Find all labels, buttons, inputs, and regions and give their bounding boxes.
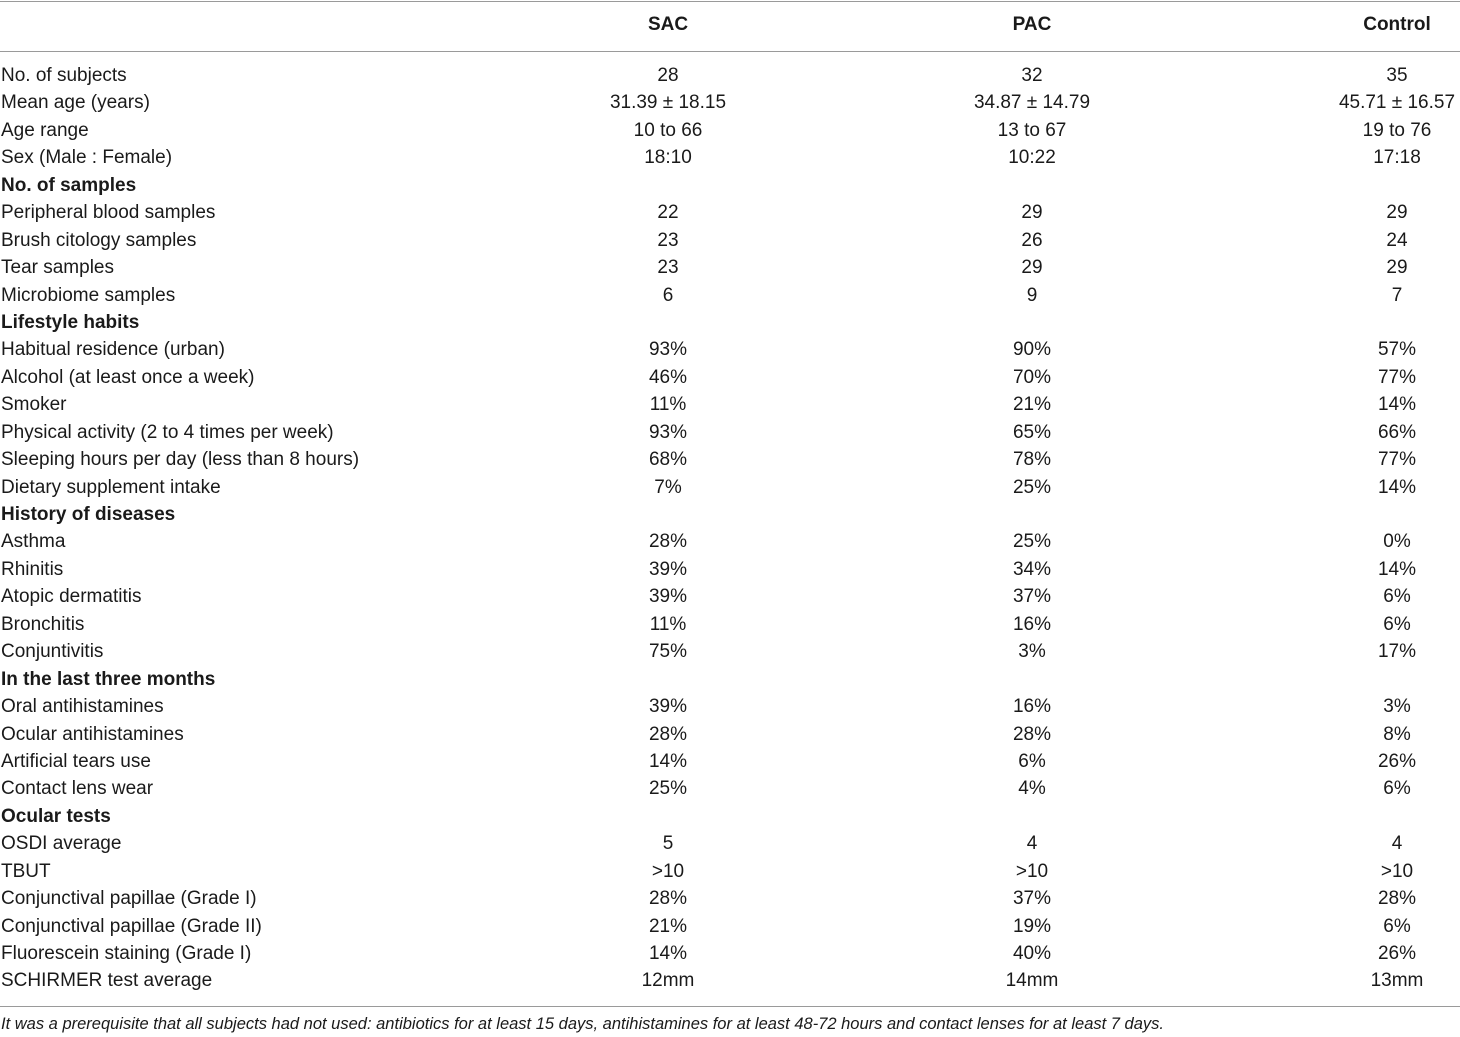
row-label: Oral antihistamines	[1, 696, 164, 718]
section-label: Ocular tests	[1, 805, 111, 827]
cell-sac: 39%	[648, 558, 688, 580]
cell-control: 28%	[1377, 888, 1417, 910]
cell-control: 66%	[1377, 421, 1417, 443]
cell-pac: 16%	[1012, 696, 1052, 718]
cell-control: 26%	[1377, 943, 1417, 964]
cell-sac: 46%	[648, 366, 688, 388]
cell-pac: 9	[1026, 284, 1038, 306]
cell-pac: 4	[1026, 833, 1038, 855]
cell-sac: 75%	[648, 641, 688, 663]
cell-sac: 21%	[648, 915, 688, 937]
header-rule	[0, 51, 1460, 52]
row-label: Sex (Male : Female)	[1, 147, 173, 169]
row-label: Smoker	[1, 394, 67, 416]
table-row	[0, 89, 1460, 116]
cell-control: 45.71 ± 16.57	[1338, 92, 1456, 114]
row-label: Conjunctival papillae (Grade I)	[1, 888, 257, 910]
table-row	[0, 419, 1460, 446]
cell-sac: 28%	[648, 531, 688, 553]
section-label: Lifestyle habits	[1, 311, 140, 333]
cell-control: 24	[1386, 229, 1408, 251]
cell-control: 14%	[1377, 394, 1417, 416]
cell-pac: 34.87 ± 14.79	[973, 92, 1091, 114]
cell-sac: 28%	[648, 888, 688, 910]
table-row	[0, 858, 1460, 885]
cell-pac: 40%	[1012, 943, 1052, 964]
row-label: Brush citology samples	[1, 229, 197, 251]
header-pac: PAC	[1012, 14, 1052, 35]
cell-sac: 31.39 ± 18.15	[609, 92, 727, 114]
header-control: Control	[1363, 14, 1431, 35]
section-header-row	[0, 309, 1460, 336]
cell-control: 7	[1391, 284, 1403, 306]
cell-pac: >10	[1015, 860, 1049, 882]
cell-control: 29	[1386, 202, 1408, 224]
cell-pac: 32	[1021, 65, 1043, 86]
cell-pac: 25%	[1012, 531, 1052, 553]
row-label: Asthma	[1, 531, 66, 553]
table-row	[0, 254, 1460, 281]
cell-sac: 6	[662, 284, 674, 306]
cell-pac: 90%	[1012, 339, 1052, 361]
cell-control: 77%	[1377, 449, 1417, 471]
cell-sac: 28	[657, 65, 679, 86]
table-row	[0, 227, 1460, 254]
row-label: Microbiome samples	[1, 284, 176, 306]
section-label: No. of samples	[1, 174, 137, 196]
cell-control: 29	[1386, 257, 1408, 279]
cell-pac: 10:22	[1008, 147, 1056, 169]
row-label: Fluorescein staining (Grade I)	[1, 943, 252, 964]
cell-sac: 23	[657, 229, 679, 251]
cell-sac: 68%	[648, 449, 688, 471]
row-label: No. of subjects	[1, 65, 127, 86]
row-label: Conjuntivitis	[1, 641, 104, 663]
cell-sac: 5	[662, 833, 674, 855]
table-row	[0, 117, 1460, 144]
section-header-row	[0, 501, 1460, 528]
table-row	[0, 336, 1460, 363]
table-row	[0, 474, 1460, 501]
cell-control: 77%	[1377, 366, 1417, 388]
cell-pac: 37%	[1012, 586, 1052, 608]
section-header-row	[0, 172, 1460, 199]
row-label: Conjunctival papillae (Grade II)	[1, 915, 262, 937]
row-label: Alcohol (at least once a week)	[1, 366, 255, 388]
cell-sac: 10 to 66	[633, 119, 703, 141]
row-label: Artificial tears use	[1, 750, 151, 772]
table-row	[0, 775, 1460, 802]
bottom-rule	[0, 1006, 1460, 1007]
cell-control: 14%	[1377, 558, 1417, 580]
cell-sac: 39%	[648, 696, 688, 718]
row-label: Atopic dermatitis	[1, 586, 142, 608]
table-row	[0, 721, 1460, 748]
cell-sac: 93%	[648, 421, 688, 443]
cell-control: 6%	[1383, 586, 1411, 608]
cell-sac: 12mm	[641, 970, 695, 992]
cell-control: 6%	[1383, 915, 1411, 937]
cell-pac: 16%	[1012, 613, 1052, 635]
table-row	[0, 391, 1460, 418]
cell-sac: >10	[651, 860, 685, 882]
cell-pac: 29	[1021, 202, 1043, 224]
row-label: Contact lens wear	[1, 778, 154, 800]
cell-control: 19 to 76	[1362, 119, 1432, 141]
cell-pac: 25%	[1012, 476, 1052, 498]
cell-sac: 11%	[649, 394, 687, 416]
cell-control: 0%	[1383, 531, 1411, 553]
cell-sac: 14%	[648, 750, 688, 772]
section-header-row	[0, 666, 1460, 693]
table-row	[0, 611, 1460, 638]
cell-control: 17%	[1377, 641, 1417, 663]
cell-pac: 78%	[1012, 449, 1052, 471]
row-label: Bronchitis	[1, 613, 85, 635]
cell-sac: 7%	[654, 476, 682, 498]
row-label: Sleeping hours per day (less than 8 hours)	[1, 449, 360, 471]
table-row	[0, 556, 1460, 583]
cell-pac: 37%	[1012, 888, 1052, 910]
cell-sac: 39%	[648, 586, 688, 608]
cell-pac: 29	[1021, 257, 1043, 279]
header-sac: SAC	[647, 14, 689, 35]
cell-pac: 13 to 67	[997, 119, 1067, 141]
cell-pac: 21%	[1012, 394, 1052, 416]
cell-control: 35	[1386, 65, 1408, 86]
row-label: Age range	[1, 119, 89, 141]
table-row	[0, 748, 1460, 775]
cell-pac: 28%	[1012, 723, 1052, 745]
row-label: Tear samples	[1, 257, 114, 279]
table-footnote: It was a prerequisite that all subjects had not used: antibiotics for at least 15 days, antihistamines for at least 48-72 hours and contact lenses for at least 7 days.	[1, 1015, 1164, 1033]
row-label: Peripheral blood samples	[1, 202, 216, 224]
cell-control: 6%	[1383, 613, 1411, 635]
cell-sac: 11%	[649, 613, 687, 635]
cell-pac: 6%	[1018, 750, 1046, 772]
section-label: History of diseases	[1, 504, 176, 525]
row-label: Habitual residence (urban)	[1, 339, 225, 361]
cell-sac: 18:10	[644, 147, 692, 169]
cell-control: 26%	[1377, 750, 1417, 772]
table-row	[0, 885, 1460, 912]
row-label: Ocular antihistamines	[1, 723, 184, 745]
cell-control: 6%	[1383, 778, 1411, 800]
cell-control: 14%	[1377, 476, 1417, 498]
table-row	[0, 199, 1460, 226]
table-row	[0, 913, 1460, 940]
table-row	[0, 638, 1460, 665]
cell-pac: 14mm	[1005, 970, 1059, 992]
cell-pac: 19%	[1012, 915, 1052, 937]
cell-control: >10	[1380, 860, 1414, 882]
table-row	[0, 693, 1460, 720]
row-label: SCHIRMER test average	[1, 970, 213, 992]
table-row	[0, 583, 1460, 610]
cell-pac: 34%	[1012, 558, 1052, 580]
table-row	[0, 830, 1460, 857]
row-label: Mean age (years)	[1, 92, 150, 114]
cell-sac: 14%	[648, 943, 688, 964]
cell-sac: 23	[657, 257, 679, 279]
cell-control: 4	[1391, 833, 1403, 855]
section-label: In the last three months	[1, 668, 216, 690]
cell-control: 17:18	[1373, 147, 1421, 169]
cell-control: 3%	[1383, 696, 1411, 718]
row-label: OSDI average	[1, 833, 122, 855]
cell-pac: 3%	[1018, 641, 1046, 663]
cell-pac: 65%	[1012, 421, 1052, 443]
cell-sac: 22	[657, 202, 679, 224]
table-body	[0, 62, 1460, 995]
cell-sac: 25%	[648, 778, 688, 800]
table-header-row	[0, 0, 1460, 52]
cell-control: 13mm	[1370, 970, 1424, 992]
row-label: Rhinitis	[1, 558, 64, 580]
row-label: TBUT	[1, 860, 51, 882]
table-row	[0, 282, 1460, 309]
table-row	[0, 62, 1460, 89]
row-label: Dietary supplement intake	[1, 476, 221, 498]
cell-pac: 26	[1021, 229, 1043, 251]
table-row	[0, 528, 1460, 555]
table-row	[0, 967, 1460, 994]
cell-control: 8%	[1383, 723, 1411, 745]
row-label: Physical activity (2 to 4 times per week)	[1, 421, 334, 443]
cell-pac: 70%	[1012, 366, 1052, 388]
cell-sac: 28%	[648, 723, 688, 745]
section-header-row	[0, 803, 1460, 830]
table-row	[0, 144, 1460, 171]
cell-control: 57%	[1377, 339, 1417, 361]
cell-sac: 93%	[648, 339, 688, 361]
cell-pac: 4%	[1018, 778, 1046, 800]
table-row	[0, 446, 1460, 473]
table-row	[0, 940, 1460, 967]
table-row	[0, 364, 1460, 391]
